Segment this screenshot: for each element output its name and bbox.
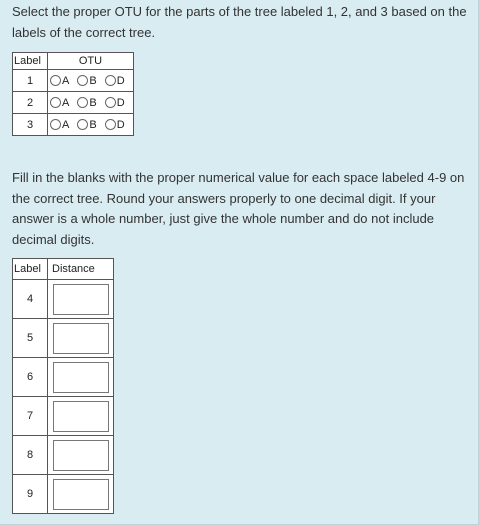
otu-option[interactable]	[105, 97, 125, 109]
otu-header: OTU	[48, 53, 134, 70]
distance-cell	[48, 397, 114, 436]
radio-button[interactable]	[77, 119, 88, 130]
distance-row-6	[13, 358, 114, 397]
distance-label-header: Label	[13, 259, 48, 280]
otu-instructions: Select the proper OTU for the parts of the tree labeled 1, 2, and 3 based on the labels of the correct tree.	[12, 4, 467, 40]
otu-option-label: B	[89, 96, 97, 109]
distance-instructions: Fill in the blanks with the proper numerical value for each space labeled 4-9 on the correct tree. Round your answers properly to one decimal digit. If your answer is a whole number, just give the whole number and do not include decimal digits.	[12, 170, 465, 247]
distance-header: Distance	[48, 259, 114, 280]
distance-row-5	[13, 319, 114, 358]
otu-row-3	[13, 114, 134, 136]
distance-row-label: 8	[13, 436, 48, 475]
otu-row-label: 2	[13, 92, 48, 114]
otu-table-header	[13, 53, 134, 70]
otu-option[interactable]	[105, 119, 125, 131]
otu-row-2	[13, 92, 134, 114]
otu-radio-group	[48, 70, 134, 92]
distance-row-8	[13, 436, 114, 475]
otu-option[interactable]	[50, 97, 69, 109]
radio-button[interactable]	[77, 97, 88, 108]
distance-input[interactable]	[53, 440, 109, 471]
otu-option-label: B	[89, 74, 97, 87]
otu-option[interactable]	[77, 119, 96, 131]
distance-input[interactable]	[53, 479, 109, 510]
otu-row-label: 3	[13, 114, 48, 136]
radio-button[interactable]	[105, 119, 116, 130]
distance-cell	[48, 319, 114, 358]
distance-cell	[48, 358, 114, 397]
distance-input[interactable]	[53, 401, 109, 432]
otu-option[interactable]	[105, 75, 125, 87]
otu-option-label: D	[116, 118, 125, 131]
distance-table	[12, 258, 114, 514]
distance-row-4	[13, 280, 114, 319]
distance-row-label: 6	[13, 358, 48, 397]
otu-option[interactable]	[77, 97, 96, 109]
distance-row-label: 7	[13, 397, 48, 436]
distance-row-label: 9	[13, 475, 48, 514]
distance-input[interactable]	[53, 284, 109, 315]
otu-row-label: 1	[13, 70, 48, 92]
distance-row-label: 5	[13, 319, 48, 358]
otu-option[interactable]	[50, 119, 69, 131]
otu-option-label: D	[116, 96, 125, 109]
otu-option[interactable]	[50, 75, 69, 87]
otu-option-label: D	[116, 74, 125, 87]
distance-input[interactable]	[53, 323, 109, 354]
distance-cell	[48, 280, 114, 319]
radio-button[interactable]	[105, 75, 116, 86]
radio-button[interactable]	[105, 97, 116, 108]
otu-radio-group	[48, 114, 134, 136]
radio-button[interactable]	[50, 119, 61, 130]
distance-cell	[48, 475, 114, 514]
otu-table	[12, 52, 134, 136]
otu-option[interactable]	[77, 75, 96, 87]
otu-option-label: B	[89, 118, 97, 131]
radio-button[interactable]	[50, 97, 61, 108]
distance-cell	[48, 436, 114, 475]
distance-row-label: 4	[13, 280, 48, 319]
distance-table-header	[13, 259, 114, 280]
distance-input[interactable]	[53, 362, 109, 393]
distance-row-7	[13, 397, 114, 436]
distance-row-9	[13, 475, 114, 514]
otu-option-label: A	[62, 74, 70, 87]
radio-button[interactable]	[77, 75, 88, 86]
otu-radio-group	[48, 92, 134, 114]
otu-option-label: A	[62, 96, 70, 109]
radio-button[interactable]	[50, 75, 61, 86]
otu-row-1	[13, 70, 134, 92]
otu-option-label: A	[62, 118, 70, 131]
otu-label-header: Label	[13, 53, 48, 70]
